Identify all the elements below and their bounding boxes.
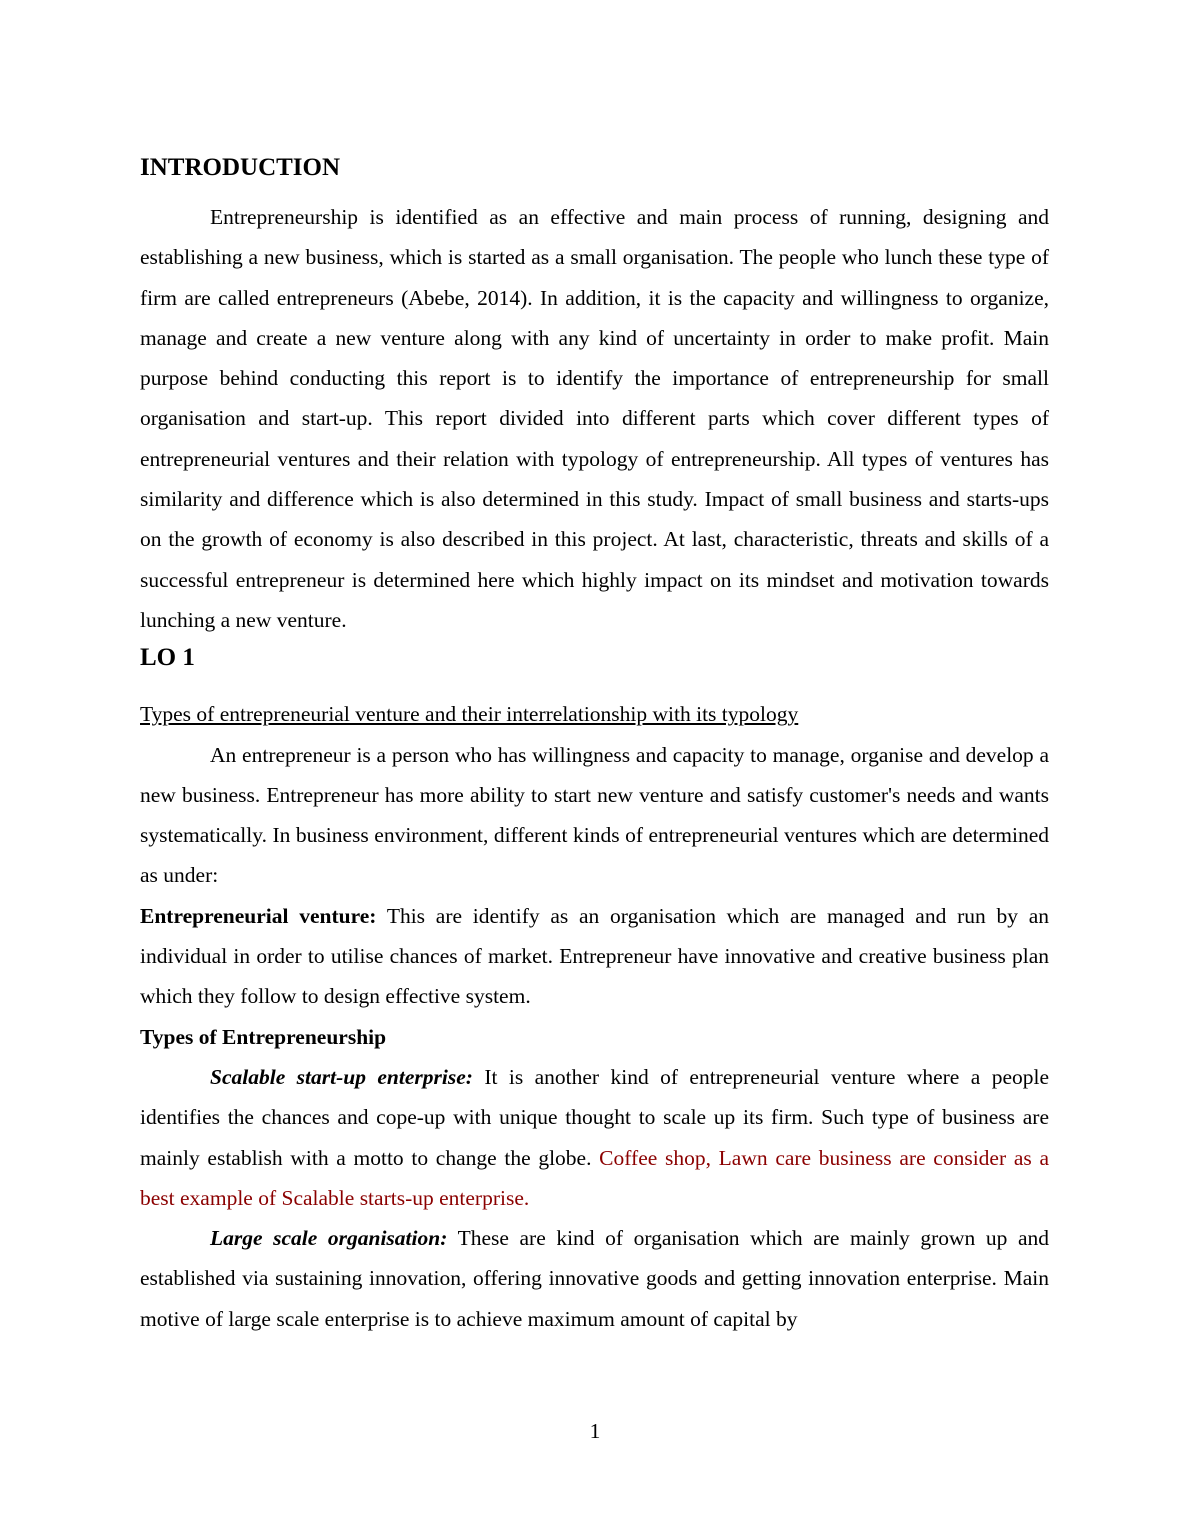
entrepreneurial-venture-paragraph: [140, 896, 1049, 1017]
document-page: [140, 150, 1049, 1339]
lo1-subheading: Types of entrepreneurial venture and their interrelationship with its typology: [140, 702, 799, 727]
types-heading: Types of Entrepreneurship: [140, 1024, 387, 1049]
large-scale-label: Large scale organisation:: [210, 1226, 448, 1251]
scalable-example-highlight: Coffee shop, Lawn care business are consider as a best example of Scalable starts-up enterprise.: [140, 1145, 1049, 1210]
scalable-paragraph: [140, 1057, 1049, 1218]
introduction-heading: INTRODUCTION: [140, 154, 341, 181]
page-number: 1: [589, 1419, 601, 1443]
introduction-paragraph: Entrepreneurship is identified as an effective and main process of running, designing and establishing a new business, which is started as a small organisation. The people who lunch these type of firm are called entrepreneurs (Abebe, 2014). In addition, it is the capacity and willingness to organize, manage and create a new venture along with any kind of uncertainty in order to make profit. Main purpose behind conducting this report is to identify the importance of entrepreneurship for small organisation and start-up. This report divided into different parts which cover different types of entrepreneurial ventures and their relation with typology of entrepreneurship. All types of ventures has similarity and difference which is also determined in this study. Impact of small business and starts-ups on the growth of economy is also described in this project. At last, characteristic, threats and skills of a successful entrepreneur is determined here which highly impact on its mindset and motivation towards lunching a new venture.: [140, 205, 1049, 632]
large-scale-paragraph: [140, 1218, 1049, 1339]
entrepreneurial-venture-text: This are identify as an organisation which are managed and run by an individual in order to utilise chances of market. Entrepreneur have innovative and creative business plan which they follow to design effective system.: [140, 903, 1049, 1009]
lo1-heading: LO 1: [140, 644, 195, 672]
scalable-label: Scalable start-up enterprise:: [210, 1064, 473, 1089]
large-scale-text: These are kind of organisation which are mainly grown up and established via sustaining innovation, offering innovative goods and getting innovation enterprise. Main motive of large scale enterprise is to achieve maximum amount of capital by: [140, 1226, 1049, 1331]
scalable-text: It is another kind of entrepreneurial venture where a people identifies the chances and cope-up with unique thought to scale up its firm. Such type of business are mainly establish with a motto to change the globe.: [140, 1064, 1049, 1170]
entrepreneur-paragraph: An entrepreneur is a person who has willingness and capacity to manage, organise and develop a new business. Entrepreneur has more ability to start new venture and satisfy customer's needs and wants systematically. In business environment, different kinds of entrepreneurial ventures which are determined as under:: [140, 742, 1049, 888]
entrepreneurial-venture-label: Entrepreneurial venture:: [140, 903, 377, 928]
